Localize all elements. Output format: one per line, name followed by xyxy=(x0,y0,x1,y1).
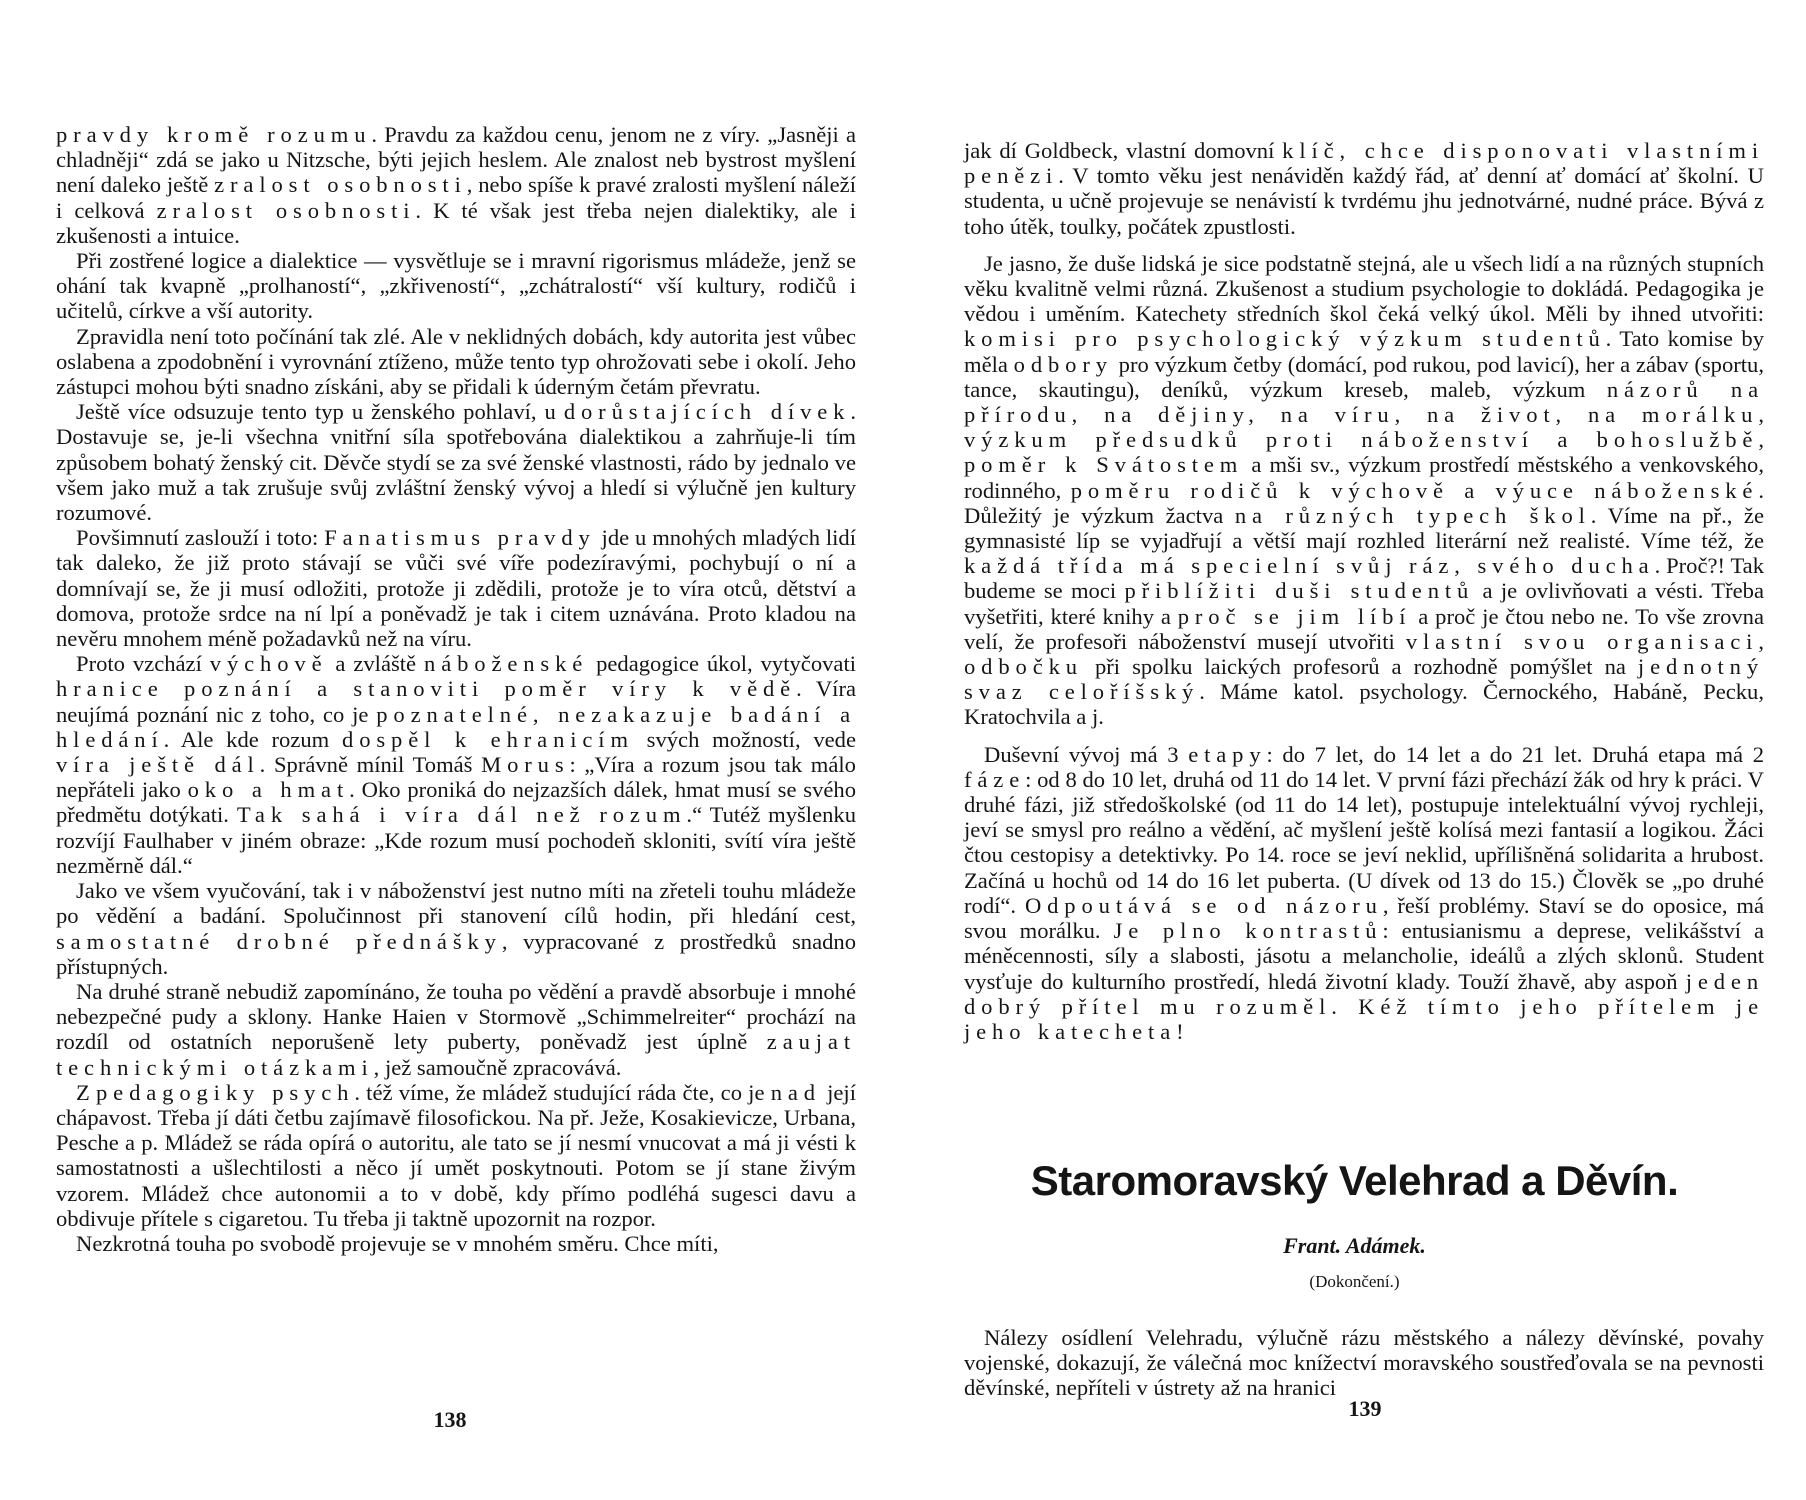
text-run: . Dostavuje se, je-li všechna vnitřní síla spotřebována dialektikou a zahrňuje-li tím způsobem bohatý ženský cit. Děvče stydí se za své ženské vlastnosti, rádo by jednalo ve všem jako muž a tak zrušuje svůj zvláštní ženský vývoj a hledí si výlučně jen kultury rozumové. xyxy=(56,399,857,526)
emphasized-text: etapy xyxy=(1188,741,1267,767)
text-run: svých možností, vede xyxy=(633,726,857,752)
right-page xyxy=(903,0,1806,1500)
paragraph xyxy=(56,248,856,324)
text-run: . Ale kde rozum xyxy=(163,726,343,752)
text-run: , xyxy=(1758,628,1764,654)
paragraph xyxy=(964,251,1764,730)
text-run: .“ Tutéž myšlenku rozvíjí Faulhaber v jiném obraze: „Kde rozum musí pochodeň skloniti, svítí víra ještě nezměrně dál.“ xyxy=(56,802,856,878)
paragraph xyxy=(56,324,856,400)
paragraph xyxy=(56,1080,856,1231)
text-run: její chápavost. Třeba jí dáti četbu zajímavě filosofickou. Na př. Ježe, Kosakievicze, Urbana, Pesche a p. Mládež se ráda opírá o autoritu, ale tato se jí nesmí vnucovat a má ji vésti k samostatnosti a ušlechtilosti a něco jí umět poskytnouti. Potom se jí stane živým vzorem. Mládež chce autonomii a to v době, kdy přímo podléhá sugesci davu a obdivuje přítele s cigaretou. Tu třeba ji taktně upozornit na rozpor. xyxy=(56,1079,856,1231)
emphasized-text: poměru rodičů k výchově a výuce náboženské xyxy=(1070,477,1759,503)
text-run: a proč je čtou nebo ne. To vše zrovna velí, že profesoři náboženství musejí utvořiti xyxy=(964,603,1764,654)
emphasized-text: víra ještě dál xyxy=(56,752,260,778)
emphasized-text: poměr k Svátostem xyxy=(964,452,1244,478)
emphasized-text: Je plno kontrastů xyxy=(1113,918,1383,944)
text-run: . Oko proniká do nejzazších dálek, hmat musí se svého předmětu dotýkati. xyxy=(56,777,857,828)
emphasized-text: jednotný svaz celoříšský xyxy=(964,654,1764,705)
emphasized-text: názorů na přírodu, na dějiny, na víru, na život, na morálku xyxy=(964,376,1764,428)
article-title: Staromoravský Velehrad a Děvín. xyxy=(1030,1157,1679,1204)
text-run: Na druhé straně nebudiž zapomínáno, že touha po vědění a pravdě absorbuje i mnohé nebezpečné pudy a sklony. Hanke Haien v Stormově „Schimmelreiter“ prochází na rozdíl od ostatních neporušeně lety puberty, poněvadž jest úplně xyxy=(56,978,856,1055)
emphasized-text: odbočku xyxy=(964,654,1083,680)
text-run: Duševní vývoj má 3 xyxy=(984,741,1189,767)
text-run: . Pravdu za každou cenu, jenom ne z víry. „Jasněji a chladněji“ zdá se jako u Nitzsche, býti jejich heslem. Ale znalost neb bystrost myšlení není daleko ještě xyxy=(56,122,856,198)
emphasized-text: Tak sahá i víra dál než rozum xyxy=(236,802,687,828)
emphasized-text: na různých typech škol xyxy=(1234,502,1591,528)
emphasized-text: klíč, chce disponovati vlastními penězi xyxy=(964,138,1764,189)
emphasized-text: vlastní svou organisaci xyxy=(1405,628,1759,654)
paragraph xyxy=(56,122,856,248)
emphasized-text: nad xyxy=(770,1079,821,1105)
emphasized-text: oko a hmat xyxy=(187,777,350,803)
text-run: Povšimnutí zaslouží i toto: xyxy=(76,525,325,551)
text-run: , jež samoučně zpracovává. xyxy=(373,1054,622,1080)
emphasized-text: komisi pro psychologický výzkum studentů xyxy=(964,326,1606,352)
text-run: , řeší problémy. Staví se do oposice, má svou morálku. xyxy=(964,892,1764,944)
continuation-note: (Dokončení.) xyxy=(1309,1272,1400,1291)
text-run: : entusianismu a deprese, velikášství a méněcennosti, síly a slabosti, jásotu a melancholie, ideálů a zlých sklonů. Student vysťuje do kulturního prostředí, hledá životní klady. Touží žhavě, aby aspoň xyxy=(964,918,1764,994)
text-run: při spolku laických profesorů a rozhodně pomýšlet na xyxy=(1082,654,1638,680)
text-run: pro výzkum četby (domácí, pod rukou, pod lavicí), her a zábav (sportu, tance, skautingu), deníků, výzkum kreseb, maleb, výzkum xyxy=(964,351,1764,402)
paragraph xyxy=(56,1231,856,1256)
article-opening-paragraph: Nálezy osídlení Velehradu, výlučně rázu městského a nálezy děvínské, povahy vojenské, dokazují, že válečná moc knížectví moravského soustřeďovala se na pevnosti děvínské, nepříteli v ústrety až na hranici xyxy=(964,1325,1764,1401)
left-page-text xyxy=(56,122,856,1256)
emphasized-text: dorůstajících dívek xyxy=(563,399,851,425)
text-run: Nezkrotná touha po svobodě projevuje se v mnohém směru. Chce míti, xyxy=(76,1230,719,1256)
text-run: . Důležitý je výzkum žactva xyxy=(964,477,1764,528)
paragraph xyxy=(56,878,856,979)
text-run: : od 8 do 10 let, druhá od 11 do 14 let. V první fázi přechází žák od hry k práci. V druhé fázi, již středoškolské (od 11 do 14 let), postupuje intelektuální vývoj rychleji, jeví se smysl pro reálno a vědění, ač myšlení ještě kolísá mezi fantasií a logikou. Žáci čtou cestopisy a detektivky. Po 14. roce se jeví neklid, upřílišněná solidarita a hrubost. Začíná u hochů od 14 do 16 let puberta. (U dívek od 13 do 15.) Člověk se „po druhé rodí“. xyxy=(964,766,1764,918)
text-run: jak dí Goldbeck, vlastní domovní xyxy=(964,138,1283,163)
emphasized-text: jeden dobrý přítel mu rozuměl. Kéž tímto jeho přítelem je jeho katecheta! xyxy=(964,968,1764,1044)
emphasized-text: každá třída má specielní svůj ráz, svého ducha xyxy=(964,553,1655,579)
text-run: , nebo spíše k pravé zralosti myšlení náleží i celková xyxy=(56,172,856,223)
right-page-text xyxy=(964,138,1764,1044)
emphasized-text: pedagogiky psych xyxy=(96,1079,355,1105)
paragraph xyxy=(964,138,1764,239)
emphasized-text: fáze xyxy=(964,766,1026,792)
text-run: . Víra neujímá poznání nic z toho, co je xyxy=(56,676,856,727)
text-run: . V tomto věku jest nenáviděn každý řád, ať denní ať domácí ať školní. U studenta, u učně projevuje se nenávistí k tvrdému jhu jednotvárné, nudné práce. Bývá z toho útěk, toulky, počátek zpustlosti. xyxy=(964,163,1764,239)
emphasized-text: pravdy kromě rozumu xyxy=(56,122,372,147)
emphasized-text: přiblížiti duši studentů xyxy=(1124,578,1475,604)
text-run: a je ovlivňovati a vésti. Třeba vyšetřiti, které knihy a xyxy=(964,578,1764,629)
text-run: Ještě více odsuzuje tento typ u ženského pohlaví, u xyxy=(76,399,564,425)
emphasized-text: výchově xyxy=(209,651,328,677)
emphasized-text: Morus xyxy=(481,752,570,778)
text-run: Při zostřené logice a dialektice — vysvětluje se i mravní rigorismus mládeže, jenž se ohání tak kvapně „prolhaností“, „zkřiveností“, „zchátralostí“ vší kultury, rodičů i učitelů, církve a vší autority. xyxy=(56,248,856,324)
emphasized-text: zralost osobnosti xyxy=(214,172,467,198)
text-run: . Proč?! Tak budeme se moci xyxy=(964,553,1764,604)
text-run: a mši sv., výzkum prostředí městského a venkovského, rodinného, xyxy=(964,452,1765,503)
text-run: . Správně mínil Tomáš xyxy=(259,752,482,778)
text-run: jde u mnohých mladých lidí tak daleko, že již proto stávají se vůči své víře podezíravými, pochybují o ní a domnívají se, že ji musí odložiti, protože ji zdědili, protože je to víra otců, dětství a domova, protože srdce na ní lpí a poněvadž je tak i citem uznávána. Proto kladou na nevěru mnohem méně požadavků než na víru. xyxy=(56,525,856,652)
emphasized-text: samostatné drobné přednášky xyxy=(56,928,502,954)
text-run: pedagogice úkol, vytyčovati xyxy=(588,651,857,677)
emphasized-text: proč se jim líbí xyxy=(1177,603,1412,629)
text-run: . též víme, že mládež studující ráda čte, co je xyxy=(354,1079,771,1105)
text-run: Z xyxy=(76,1079,96,1105)
emphasized-text: zralost osobnosti xyxy=(156,197,416,223)
text-run: : „Víra a rozum jsou tak málo nepřáteli jako xyxy=(56,752,856,803)
emphasized-text: Fanatismus pravdy xyxy=(324,525,596,551)
paragraph xyxy=(56,525,856,651)
emphasized-text: výzkum předsudků proti náboženství a bohoslužbě xyxy=(964,427,1759,453)
emphasized-text: Odpoutává se od názoru xyxy=(1024,892,1383,918)
text-run: . K té však jest třeba nejen dialektiky, ale i zkušenosti a intuice. xyxy=(56,197,857,248)
text-run: Jako ve všem vyučování, tak i v náboženství jest nutno míti na zřeteli touhu mládeže po vědění a badání. Spolučinnost při stanovení cílů hodin, při hledání cest, xyxy=(56,878,856,929)
article-author: Frant. Adámek. xyxy=(1283,1233,1426,1258)
paragraph xyxy=(56,651,856,878)
emphasized-text: poznatelné, nezakazuje badání a hledání xyxy=(56,701,856,752)
text-run: . Máme katol. psychology. Černockého, Habáně, Pecku, Kratochvila a j. xyxy=(964,679,1764,730)
text-run: Zpravidla není toto počínání tak zlé. Ale v neklidných dobách, kdy autorita jest vůbec oslabena a zpodobnění i vyrovnání ztíženo, může tento typ ohrožovati sebe i okolí. Jeho zástupci mohou býti snadno získáni, aby se přidali k úderným četám převratu. xyxy=(56,323,856,400)
text-run: Proto vzchází xyxy=(76,651,210,677)
text-run: , xyxy=(1758,402,1764,428)
text-run: a zvláště xyxy=(327,651,425,677)
page-number-right: 139 xyxy=(1348,1396,1382,1421)
emphasized-text: dospěl k ehranicím xyxy=(342,726,634,752)
text-run: , vypracované z prostředků snadno přístupných. xyxy=(56,928,856,979)
text-run: : do 7 let, do 14 let a do 21 let. Druhá etapa má 2 xyxy=(1266,741,1764,767)
text-run: . Víme na př., že gymnasisté líp se vyjadřují a větší mají rozhled literární než realisté. Víme též, že xyxy=(964,502,1764,554)
page-number-left: 138 xyxy=(433,1407,467,1432)
emphasized-text: náboženské xyxy=(424,651,589,677)
paragraph xyxy=(56,979,856,1080)
paragraph xyxy=(56,399,856,525)
text-run: Je jasno, že duše lidská je sice podstatně stejná, ale u všech lidí a na různých stupních věku kvalitně velmi různá. Zkušenost a studium psychologie to dokládá. Pedagogika je vědou i uměním. Katechety středních škol čeká velký úkol. Měli by ihned utvořiti: xyxy=(964,250,1764,327)
text-run: , xyxy=(1758,427,1764,453)
paragraph xyxy=(964,742,1764,1044)
text-run: . Tato komise by měla xyxy=(964,326,1764,377)
emphasized-text: hranice poznání a stanoviti poměr víry k vědě xyxy=(56,676,797,702)
emphasized-text: zaujat technickými otázkami xyxy=(56,1029,856,1080)
emphasized-text: odbory xyxy=(1013,351,1113,377)
